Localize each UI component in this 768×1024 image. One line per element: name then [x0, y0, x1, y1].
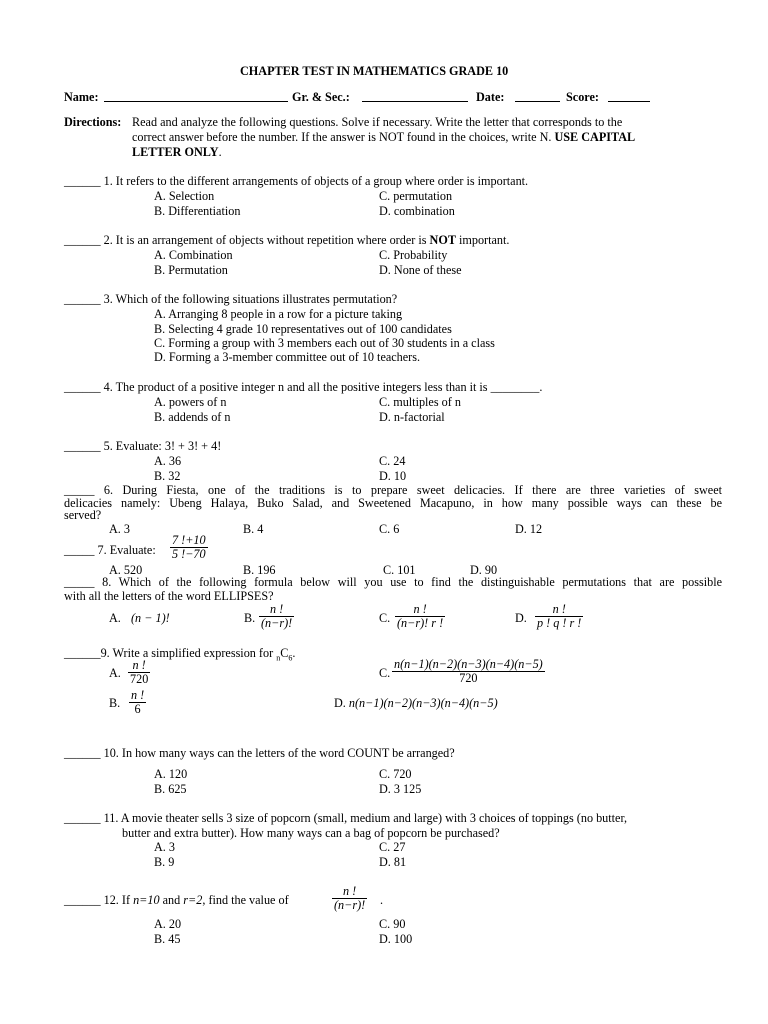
question-8-line1: _____ 8. Which of the following formula below will you use to find the distinguishable permutations that are possible [64, 575, 723, 589]
choice-d: D. n-factorial [379, 410, 445, 424]
choice-a: A. 3 [154, 840, 175, 854]
question-9: ______9. Write a simplified expression for $_nC_6$. [64, 646, 296, 663]
question-6-line3: served? [64, 508, 102, 522]
name-blank[interactable] [104, 90, 288, 102]
question-5: ______ 5. Evaluate: 3! + 3! + 4! [64, 439, 222, 453]
choice-a: A. 3 [109, 522, 130, 536]
choice-c: C. 27 [379, 840, 406, 854]
choice-c: C. 720 [379, 767, 412, 781]
choice-c-fraction: $\frac{n(n-1)(n-2)(n-3)(n-4)(n-5)}{720}$ [394, 657, 543, 685]
question-10: ______ 10. In how many ways can the letters of the word COUNT be arranged? [64, 746, 455, 760]
question-6-line1: _____ 6. During Fiesta, one of the traditions is to prepare sweet delicacies. If there are three varieties of sweet [64, 483, 723, 497]
choice-c: C. 90 [379, 917, 406, 931]
choice-a: A. Combination [154, 248, 233, 262]
choice-b: B. 45 [154, 932, 181, 946]
choice-d: D. 10 [379, 469, 407, 483]
choice-d: D. combination [379, 204, 455, 218]
choice-b: B. 32 [154, 469, 181, 483]
choice-c: C. Forming a group with 3 members each out of 30 students in a class [154, 336, 495, 350]
question-7: _____ 7. Evaluate: [64, 543, 156, 557]
question-1 [64, 174, 528, 188]
answer-blank[interactable]: ______ [64, 646, 101, 660]
directions-line3: LETTER ONLY. [132, 145, 222, 159]
choice-d: D. n(n−1)(n−2)(n−3)(n−4)(n−5) [334, 696, 498, 710]
directions-letter-only: LETTER ONLY [132, 145, 219, 159]
choice-b: B. 9 [154, 855, 175, 869]
answer-blank[interactable]: ______ [64, 174, 101, 188]
choice-b-label: B. [109, 696, 121, 710]
choice-b: B. Permutation [154, 263, 228, 277]
choice-b: B. Differentiation [154, 204, 241, 218]
choice-a: A. Selection [154, 189, 215, 203]
choice-b-fraction: $\frac{n !}{6}$ [131, 688, 145, 716]
choice-a-label: A. [109, 666, 121, 680]
choice-b: B. 625 [154, 782, 187, 796]
name-label: Name: [64, 90, 99, 104]
choice-c-fraction: $\frac{n !}{(n-r)! r !}$ [397, 602, 444, 630]
choice-a: A. 20 [154, 917, 182, 931]
directions-line1: Read and analyze the following questions. Solve if necessary. Write the letter that corresponds to the [132, 115, 623, 129]
directions-line2-text: correct answer before the number. If the answer is NOT found in the choices, write N. [132, 130, 552, 144]
fraction-12: $\frac{n !}{(n-r)!}$ [334, 884, 366, 912]
choice-c: C. 24 [379, 454, 406, 468]
question-text: 1. It refers to the different arrangements of objects of a group where order is important. [103, 174, 529, 188]
score-blank[interactable] [608, 90, 650, 102]
answer-blank[interactable]: ______ [64, 439, 101, 453]
choice-d: D. 90 [470, 563, 498, 577]
grsec-blank[interactable] [362, 90, 468, 102]
question-3: ______ 3. Which of the following situations illustrates permutation? [64, 292, 398, 306]
answer-blank[interactable]: _____ [64, 543, 95, 557]
choice-d: D. None of these [379, 263, 462, 277]
answer-blank[interactable]: ______ [64, 811, 101, 825]
choice-a: A. Arranging 8 people in a row for a picture taking [154, 307, 403, 321]
choice-d: D. 81 [379, 855, 407, 869]
question-6-line2: delicacies namely: Ubeng Halaya, Buko Salad, and Sweetened Macapuno, in how many possible ways can these be [64, 496, 722, 510]
choice-d: D. 100 [379, 932, 413, 946]
page-title: CHAPTER TEST IN MATHEMATICS GRADE 10 [240, 64, 509, 78]
date-label: Date: [476, 90, 505, 104]
answer-blank[interactable]: ______ [64, 292, 101, 306]
choice-c: C. multiples of n [379, 395, 461, 409]
choice-b: B. 4 [243, 522, 264, 536]
fraction-7: $\frac{7 !+10}{5 !-70}$ [172, 533, 206, 561]
choice-d: D. 12 [515, 522, 543, 536]
directions-line2 [132, 130, 635, 144]
choice-d: D. 3 125 [379, 782, 422, 796]
question-12: ______ 12. If n=10 and r=2, find the value of [64, 893, 289, 907]
choice-b: B. 196 [243, 563, 276, 577]
question-4: ______ 4. The product of a positive integer n and all the positive integers less than it is ________. [64, 380, 543, 394]
choice-a: A. 520 [109, 563, 143, 577]
choice-c-label: C. [379, 666, 391, 680]
question-11-line1: ______ 11. A movie theater sells 3 size of popcorn (small, medium and large) with 3 choices of toppings (no butter, [64, 811, 628, 825]
choice-b: B. addends of n [154, 410, 231, 424]
answer-blank[interactable]: _____ [64, 575, 95, 589]
choice-b: B. Selecting 4 grade 10 representatives out of 100 candidates [154, 322, 452, 336]
choice-b-label: B. [244, 611, 256, 625]
answer-blank[interactable]: _____ [64, 483, 95, 497]
choice-c: C. Probability [379, 248, 448, 262]
choice-b-fraction: $\frac{n !}{(n-r)!}$ [261, 602, 293, 630]
choice-d: D. Forming a 3-member committee out of 10 teachers. [154, 350, 421, 364]
grsec-label: Gr. & Sec.: [292, 90, 350, 104]
choice-c: C. permutation [379, 189, 453, 203]
choice-c: C. 6 [379, 522, 400, 536]
directions-capital: USE CAPITAL [554, 130, 636, 144]
choice-d-label: D. [515, 611, 527, 625]
choice-a-expr: (n − 1)! [131, 611, 170, 625]
answer-blank[interactable]: ______ [64, 233, 101, 247]
choice-a: A. powers of n [154, 395, 227, 409]
answer-blank[interactable]: ______ [64, 746, 101, 760]
choice-a-fraction: $\frac{n !}{720}$ [130, 658, 149, 686]
question-2: ______ 2. It is an arrangement of objects without repetition where order is NOT important. [64, 233, 510, 247]
choice-c: C. 101 [383, 563, 416, 577]
date-blank[interactable] [515, 90, 560, 102]
choice-c-label: C. [379, 611, 391, 625]
score-label: Score: [566, 90, 599, 104]
question-8-line2: with all the letters of the word ELLIPSES? [64, 589, 274, 603]
answer-blank[interactable]: ______ [64, 893, 101, 907]
question-11-line2: butter and extra butter). How many ways can a bag of popcorn be purchased? [122, 826, 500, 840]
choice-a-label: A. [109, 611, 121, 625]
answer-blank[interactable]: ______ [64, 380, 101, 394]
choice-a: A. 120 [154, 767, 188, 781]
choice-d-fraction: $\frac{n !}{p ! q ! r !}$ [537, 602, 582, 630]
choice-a: A. 36 [154, 454, 182, 468]
directions-label: Directions: [64, 115, 122, 129]
